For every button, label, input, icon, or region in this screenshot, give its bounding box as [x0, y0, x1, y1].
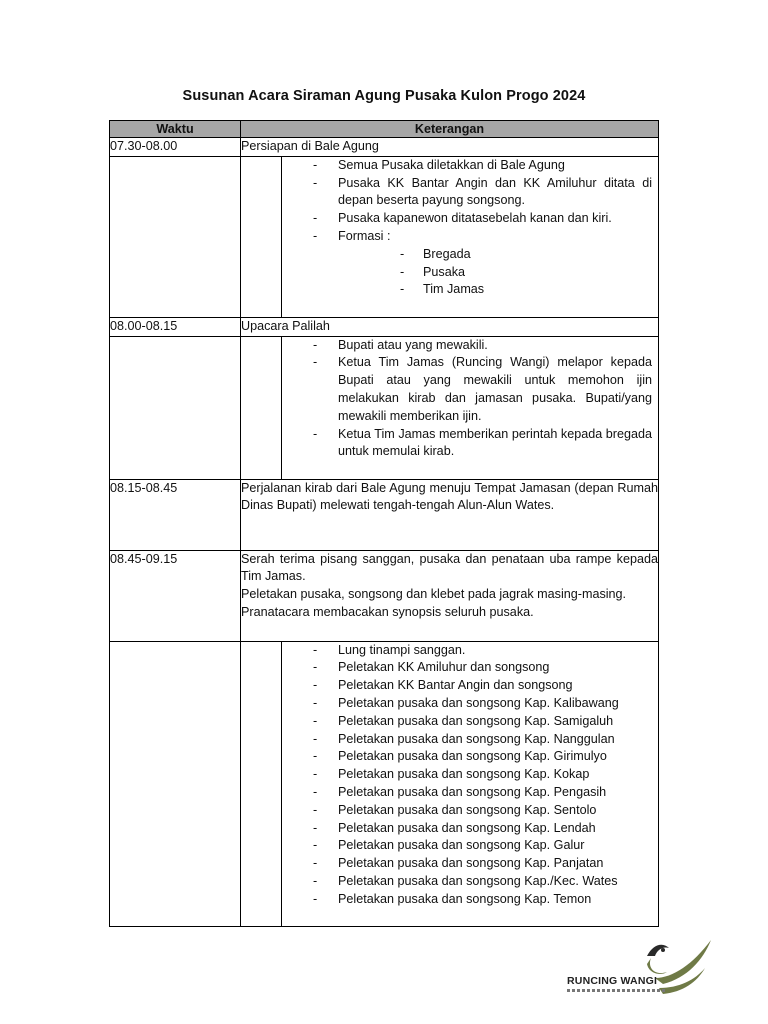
column-header-time: Waktu	[110, 121, 241, 138]
list-item: - Ketua Tim Jamas (Runcing Wangi) melapor kepada Bupati atau yang mewakili untuk memohon ijin melakukan kirab dan jamasan pusaka. Bupati/yang mewakili memberikan ijin.	[241, 354, 652, 425]
description-cell	[241, 138, 659, 157]
column-header-description: Keterangan	[241, 121, 659, 138]
agenda-body	[110, 138, 659, 927]
list-item: - Peletakan pusaka dan songsong Kap. Nanggulan	[241, 731, 652, 749]
list-item: - Peletakan pusaka dan songsong Kap. Samigaluh	[241, 713, 652, 731]
time-cell	[110, 641, 241, 926]
time-cell: 08.15-08.45	[110, 479, 241, 550]
description-text: Serah terima pisang sanggan, pusaka dan penataan uba rampe kepada Tim Jamas.	[241, 551, 658, 584]
list-item: - Semua Pusaka diletakkan di Bale Agung	[241, 157, 652, 175]
list-item: - Pusaka	[241, 264, 652, 282]
time-cell	[110, 336, 241, 479]
list-item: - Pusaka KK Bantar Angin dan KK Amiluhur ditata di depan beserta payung songsong.	[241, 175, 652, 211]
detail-list-cell	[241, 156, 659, 317]
agenda-detail-row	[110, 336, 659, 479]
description-text: Pranatacara membacakan synopsis seluruh pusaka.	[241, 604, 534, 619]
dash-list	[241, 337, 658, 462]
logo-emblem-icon	[563, 934, 713, 1004]
agenda-table	[109, 120, 659, 927]
agenda-row	[110, 479, 659, 550]
agenda-detail-row	[110, 641, 659, 926]
list-item: - Peletakan KK Amiluhur dan songsong	[241, 659, 652, 677]
list-item: - Bregada	[241, 246, 652, 264]
description-text: Persiapan di Bale Agung	[241, 139, 379, 153]
description-cell	[241, 550, 659, 641]
formation-sublist	[241, 246, 658, 299]
list-item: - Bupati atau yang mewakili.	[241, 337, 652, 355]
description-cell	[241, 479, 659, 550]
runcing-wangi-logo	[563, 934, 713, 1004]
time-cell: 07.30-08.00	[110, 138, 241, 157]
time-cell: 08.45-09.15	[110, 550, 241, 641]
list-item: - Peletakan pusaka dan songsong Kap. Galur	[241, 837, 652, 855]
list-item: - Peletakan pusaka dan songsong Kap. Panjatan	[241, 855, 652, 873]
time-cell: 08.00-08.15	[110, 317, 241, 336]
list-item: - Pusaka kapanewon ditatasebelah kanan dan kiri.	[241, 210, 652, 228]
description-text: Perjalanan kirab dari Bale Agung menuju Tempat Jamasan (depan Rumah Dinas Bupati) melewati tengah-tengah Alun-Alun Wates.	[241, 480, 658, 513]
document-title: Susunan Acara Siraman Agung Pusaka Kulon Progo 2024	[182, 88, 586, 104]
list-item: - Formasi :	[241, 228, 652, 246]
list-item: - Peletakan pusaka dan songsong Kap. Girimulyo	[241, 748, 652, 766]
agenda-detail-row	[110, 156, 659, 317]
list-item: - Tim Jamas	[241, 281, 652, 299]
dash-list	[241, 157, 658, 246]
list-item: - Peletakan pusaka dan songsong Kap. Pengasih	[241, 784, 652, 802]
list-item: - Ketua Tim Jamas memberikan perintah kepada bregada untuk memulai kirab.	[241, 426, 652, 462]
detail-list-cell	[241, 336, 659, 479]
list-item: - Peletakan pusaka dan songsong Kap./Kec. Wates	[241, 873, 652, 891]
time-cell	[110, 156, 241, 317]
description-cell	[241, 317, 659, 336]
list-item: - Peletakan pusaka dan songsong Kap. Sentolo	[241, 802, 652, 820]
list-item: - Peletakan KK Bantar Angin dan songsong	[241, 677, 652, 695]
description-text: Peletakan pusaka, songsong dan klebet pada jagrak masing-masing.	[241, 587, 627, 602]
list-item: - Peletakan pusaka dan songsong Kap. Kokap	[241, 766, 652, 784]
description-text: Upacara Palilah	[241, 318, 330, 333]
list-item: - Peletakan pusaka dan songsong Kap. Lendah	[241, 820, 652, 838]
list-item: - Peletakan pusaka dan songsong Kap. Temon	[241, 891, 652, 909]
agenda-row	[110, 550, 659, 641]
logo-wordmark: RUNCING WANGI	[567, 975, 658, 987]
list-item: - Lung tinampi sanggan.	[241, 642, 652, 660]
logo-tagline-line	[567, 989, 667, 992]
dash-list	[241, 642, 658, 909]
list-item: - Peletakan pusaka dan songsong Kap. Kalibawang	[241, 695, 652, 713]
agenda-row	[110, 138, 659, 157]
detail-list-cell	[241, 641, 659, 926]
table-header-row	[110, 121, 659, 138]
agenda-row	[110, 317, 659, 336]
